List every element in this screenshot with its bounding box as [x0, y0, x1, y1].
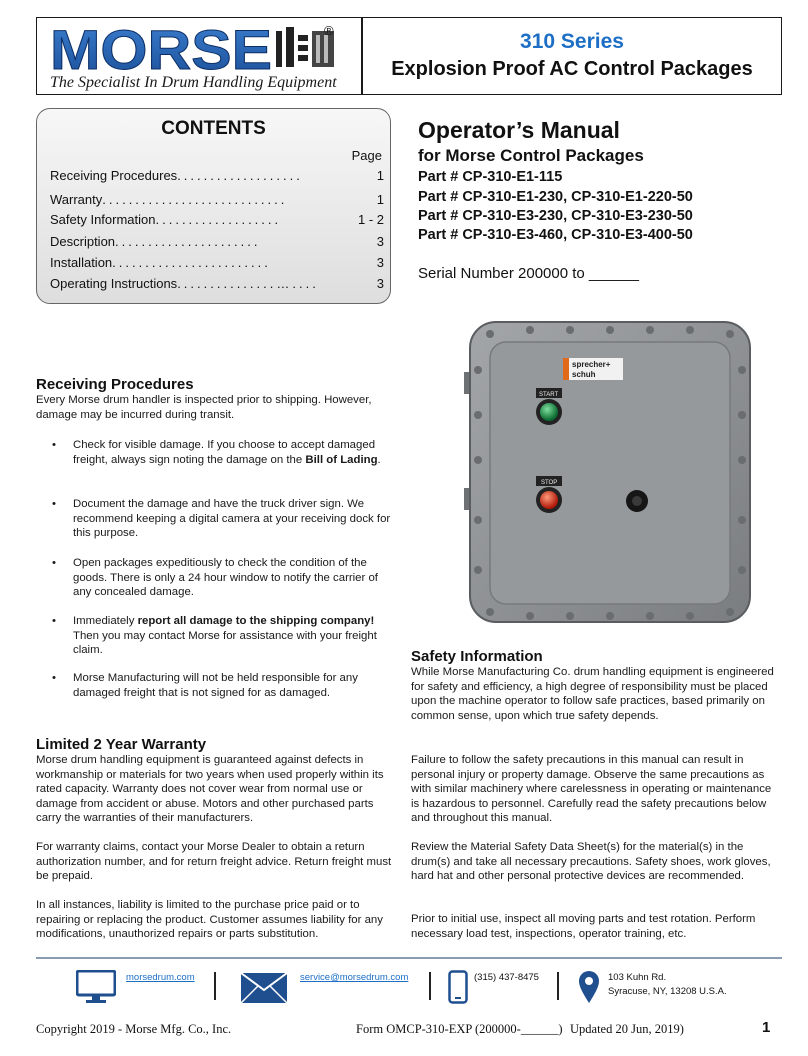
- address-line-1: 103 Kuhn Rd.: [608, 972, 667, 983]
- copyright: Copyright 2019 - Morse Mfg. Co., Inc.: [36, 1022, 232, 1036]
- brand-label-2: schuh: [572, 370, 596, 379]
- receiving-intro: Every Morse drum handler is inspected prior to shipping. However, damage may be incurred during transit.: [36, 394, 372, 421]
- footer-divider: [36, 957, 782, 959]
- safety-paragraph: Failure to follow the safety precautions in this manual can result in personal injury or property damage. Observe the same precautions as with similar machinery where carelessness in operating or maintenance is hazardous to personnel. Carefully read the safety precautions below and throughout this manual.: [411, 754, 772, 825]
- header-divider: [361, 17, 363, 95]
- toc-item: Operating Instructions ...............….... 3: [50, 276, 384, 291]
- part-number: Part # CP-310-E3-230, CP-310-E3-230-50: [418, 208, 693, 224]
- envelope-icon: [240, 972, 288, 1004]
- warranty-paragraph: For warranty claims, contact your Morse Dealer to obtain a return authorization number, and for return freight advice. Return freight must be prepaid.: [36, 841, 392, 883]
- email-link[interactable]: service@morsedrum.com: [300, 972, 409, 983]
- warranty-heading: Limited 2 Year Warranty: [36, 736, 207, 753]
- page-number: 1: [762, 1019, 771, 1036]
- product-subtitle: Explosion Proof AC Control Packages: [391, 58, 753, 80]
- receiving-heading: Receiving Procedures: [36, 376, 194, 393]
- phone-number: (315) 437-8475: [474, 972, 539, 983]
- toc-item: Description ...................... 3: [50, 234, 384, 249]
- toc-item: Installation ........................ 3: [50, 255, 384, 270]
- list-item: • Document the damage and have the truck driver sign. We recommend keeping a digital camera at your receiving dock for this purpose.: [52, 498, 391, 540]
- list-item: • Open packages expeditiously to check the condition of the goods. There is only a 24 hour window to notify the carrier of any concealed damage.: [52, 557, 378, 599]
- toc-item: Warranty ............................ 1: [50, 192, 384, 207]
- contents-title: CONTENTS: [161, 118, 266, 139]
- safety-paragraph: Prior to initial use, inspect all moving parts and test rotation. Perform necessary load test, inspections, operator training, etc.: [411, 913, 756, 940]
- location-pin-icon: [578, 970, 600, 1004]
- safety-paragraph: While Morse Manufacturing Co. drum handling equipment is engineered for safety and efficiency, a high degree of responsibility must be placed upon the machine operator to follow safe practices, based primarily on common sense, upon which true safety depends.: [411, 666, 774, 722]
- serial-number: Serial Number 200000 to ______: [418, 265, 639, 282]
- toc-item: Receiving Procedures ................... 1: [50, 168, 384, 183]
- contents-page-header: Page: [351, 148, 382, 163]
- monitor-icon: [76, 970, 116, 1004]
- control-box-photo: [460, 320, 758, 628]
- warranty-paragraph: In all instances, liability is limited to the purchase price paid or to repairing or replacing the product. Customer assumes liability for any modifications, unauthorized repairs or parts substitution.: [36, 899, 383, 941]
- part-number: Part # CP-310-E1-115: [418, 169, 563, 185]
- safety-heading: Safety Information: [411, 648, 543, 665]
- safety-paragraph: Review the Material Safety Data Sheet(s) for the material(s) in the drum(s) and take all necessary precautions. Safety shoes, work gloves, hard hat and other personal protective devices are recommended.: [411, 841, 771, 883]
- tagline: The Specialist In Drum Handling Equipment: [50, 74, 337, 91]
- phone-icon: [448, 970, 468, 1004]
- website-link[interactable]: morsedrum.com: [126, 972, 195, 983]
- updated-date: Updated 20 Jun, 2019): [570, 1022, 684, 1036]
- form-number: Form OMCP-310-EXP (200000-______): [356, 1022, 563, 1036]
- part-number: Part # CP-310-E1-230, CP-310-E1-220-50: [418, 189, 693, 205]
- manual-title: Operator’s Manual: [418, 117, 620, 143]
- footer-separator: [557, 972, 559, 1000]
- list-item: • Morse Manufacturing will not be held responsible for any damaged freight that is not signed for as damaged.: [52, 672, 358, 699]
- part-number: Part # CP-310-E3-460, CP-310-E3-400-50: [418, 227, 693, 243]
- manual-subtitle: for Morse Control Packages: [418, 146, 644, 165]
- footer-separator: [214, 972, 216, 1000]
- list-item: • Immediately report all damage to the shipping company! Then you may contact Morse for assistance with your freight claim.: [52, 615, 377, 657]
- list-item: • Check for visible damage. If you choose to accept damaged freight, always sign noting the damage on the Bill of Lading.: [52, 439, 381, 466]
- series-title: 310 Series: [520, 30, 624, 53]
- toc-item: Safety Information ................... 1 - 2: [50, 212, 384, 227]
- start-label: START: [539, 392, 559, 398]
- warranty-paragraph: Morse drum handling equipment is guaranteed against defects in workmanship or materials for two years when used properly within its rated capacity. Warranty does not cover wear from normal use or damage from accident or abuse. Motors and other purchased parts carry the warranties of their manufacturers.: [36, 754, 384, 825]
- morse-logo: [48, 21, 348, 73]
- address-line-2: Syracuse, NY, 13208 U.S.A.: [608, 986, 727, 997]
- logo-text: MORSE: [50, 21, 272, 73]
- brand-label-1: sprecher+: [572, 360, 611, 369]
- stop-label: STOP: [541, 480, 558, 486]
- registered-mark: ®: [324, 23, 334, 38]
- footer-separator: [429, 972, 431, 1000]
